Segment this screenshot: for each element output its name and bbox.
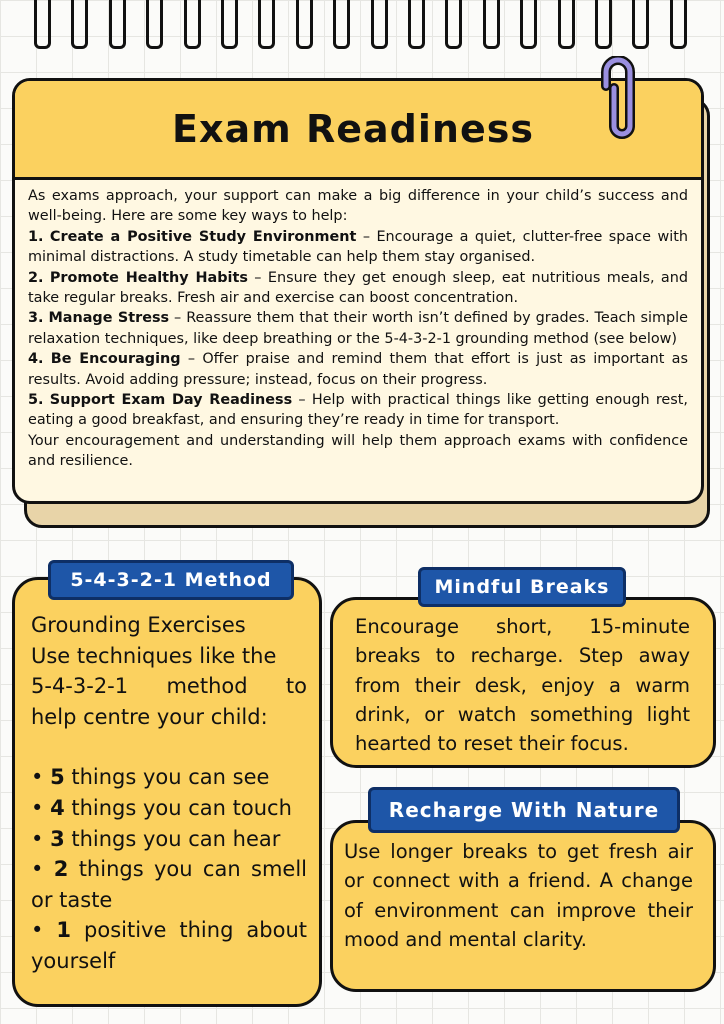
spiral-ring: [258, 0, 275, 49]
list-item: • 4 things you can touch: [31, 795, 292, 820]
card-body: [15, 180, 701, 472]
list-item: • 1 positive thing about yourself: [31, 918, 307, 973]
method-pill: 5-4-3-2-1 Method: [48, 560, 294, 600]
item-text: things you can hear: [64, 826, 281, 851]
tip-number: 4.: [28, 351, 44, 368]
tip-item: [28, 390, 688, 431]
nature-box: [330, 820, 716, 992]
spiral-ring: [520, 0, 537, 49]
spiral-ring: [632, 0, 649, 49]
spiral-ring: [333, 0, 350, 49]
method-line: 5-4-3-2-1 method to: [31, 674, 307, 699]
spiral-ring: [408, 0, 425, 49]
item-text: things you can see: [64, 765, 270, 790]
tip-text: – Offer praise and remind them that effort is just as important as results. Avoid adding pressure; instead, focus on their progress.: [28, 351, 688, 388]
breaks-box: [330, 597, 716, 768]
method-line: Use techniques like the: [31, 643, 277, 668]
item-number: 4: [50, 795, 65, 820]
spiral-ring: [34, 0, 51, 49]
tip-item: [28, 227, 688, 268]
tip-item: [28, 349, 688, 390]
spiral-ring: [371, 0, 388, 49]
tip-number: 2.: [28, 269, 44, 286]
spiral-ring: [483, 0, 500, 49]
item-number: 5: [50, 765, 65, 790]
tip-title: Create a Positive Study Environment: [49, 228, 357, 245]
tip-text: – Ensure they get enough sleep, eat nutritious meals, and take regular breaks. Fresh air and exercise can boost concentration.: [28, 269, 688, 307]
tip-item: [28, 308, 688, 349]
tip-title: Promote Healthy Habits: [49, 269, 248, 286]
spiral-ring: [71, 0, 88, 49]
nature-text: Use longer breaks to get fresh air or connect with a friend. A change of environment can improve their mood and mental clarity.: [344, 840, 693, 951]
method-heading: Grounding Exercises: [31, 613, 246, 637]
spiral-ring: [445, 0, 462, 49]
spiral-ring: [296, 0, 313, 49]
nature-pill: Recharge With Nature: [368, 787, 680, 833]
breaks-text: Encourage short, 15-minute breaks to recharge. Step away from their desk, enjoy a warm drink, or watch something light hearted to reset their focus.: [355, 615, 690, 756]
tip-number: 3.: [28, 310, 44, 327]
tip-text: – Reassure them that their worth isn’t defined by grades. Teach simple relaxation techniques, like deep breathing or the 5-4-3-2-1 grounding method (see below): [28, 310, 689, 347]
item-number: 2: [53, 857, 69, 882]
tip-number: 5.: [28, 392, 44, 409]
spiral-ring: [221, 0, 238, 49]
item-text: things you can touch: [64, 795, 292, 820]
item-number: 1: [56, 918, 72, 943]
method-bullets: [31, 762, 307, 976]
method-line: help centre your child:: [31, 704, 268, 729]
list-item: • 2 things you can smell or taste: [31, 857, 307, 912]
tip-text: – Encourage a quiet, clutter-free space with minimal distractions. A study timetable can help them stay organised.: [28, 228, 688, 266]
breaks-pill: Mindful Breaks: [418, 567, 626, 607]
outro-text: Your encouragement and understanding will help them approach exams with confidence and resilience.: [28, 432, 688, 470]
tip-text: – Help with practical things like getting enough rest, eating a good breakfast, and ensuring they’re ready in time for transport.: [28, 392, 688, 429]
tip-title: Be Encouraging: [50, 351, 181, 368]
spiral-ring: [670, 0, 687, 49]
tip-item: [28, 268, 688, 309]
intro-text: As exams approach, your support can make a big difference in your child’s success and well-being. Here are some key ways to help:: [28, 188, 688, 225]
list-item: • 3 things you can hear: [31, 826, 281, 851]
item-number: 3: [50, 826, 65, 851]
paperclip-icon: [596, 56, 640, 148]
spiral-ring: [595, 0, 612, 49]
item-text: things you can smell or taste: [31, 857, 307, 912]
tip-number: 1.: [28, 228, 44, 245]
spiral-ring: [558, 0, 575, 49]
spiral-ring: [109, 0, 126, 49]
list-item: • 5 things you can see: [31, 765, 270, 790]
page-title: Exam Readiness: [172, 107, 534, 151]
method-box: [12, 577, 322, 1007]
spiral-ring: [184, 0, 201, 49]
spiral-ring: [146, 0, 163, 49]
item-text: positive thing about yourself: [31, 918, 307, 973]
spiral-binding: [30, 0, 710, 50]
tip-title: Support Exam Day Readiness: [49, 392, 293, 409]
tip-title: Manage Stress: [48, 310, 170, 327]
